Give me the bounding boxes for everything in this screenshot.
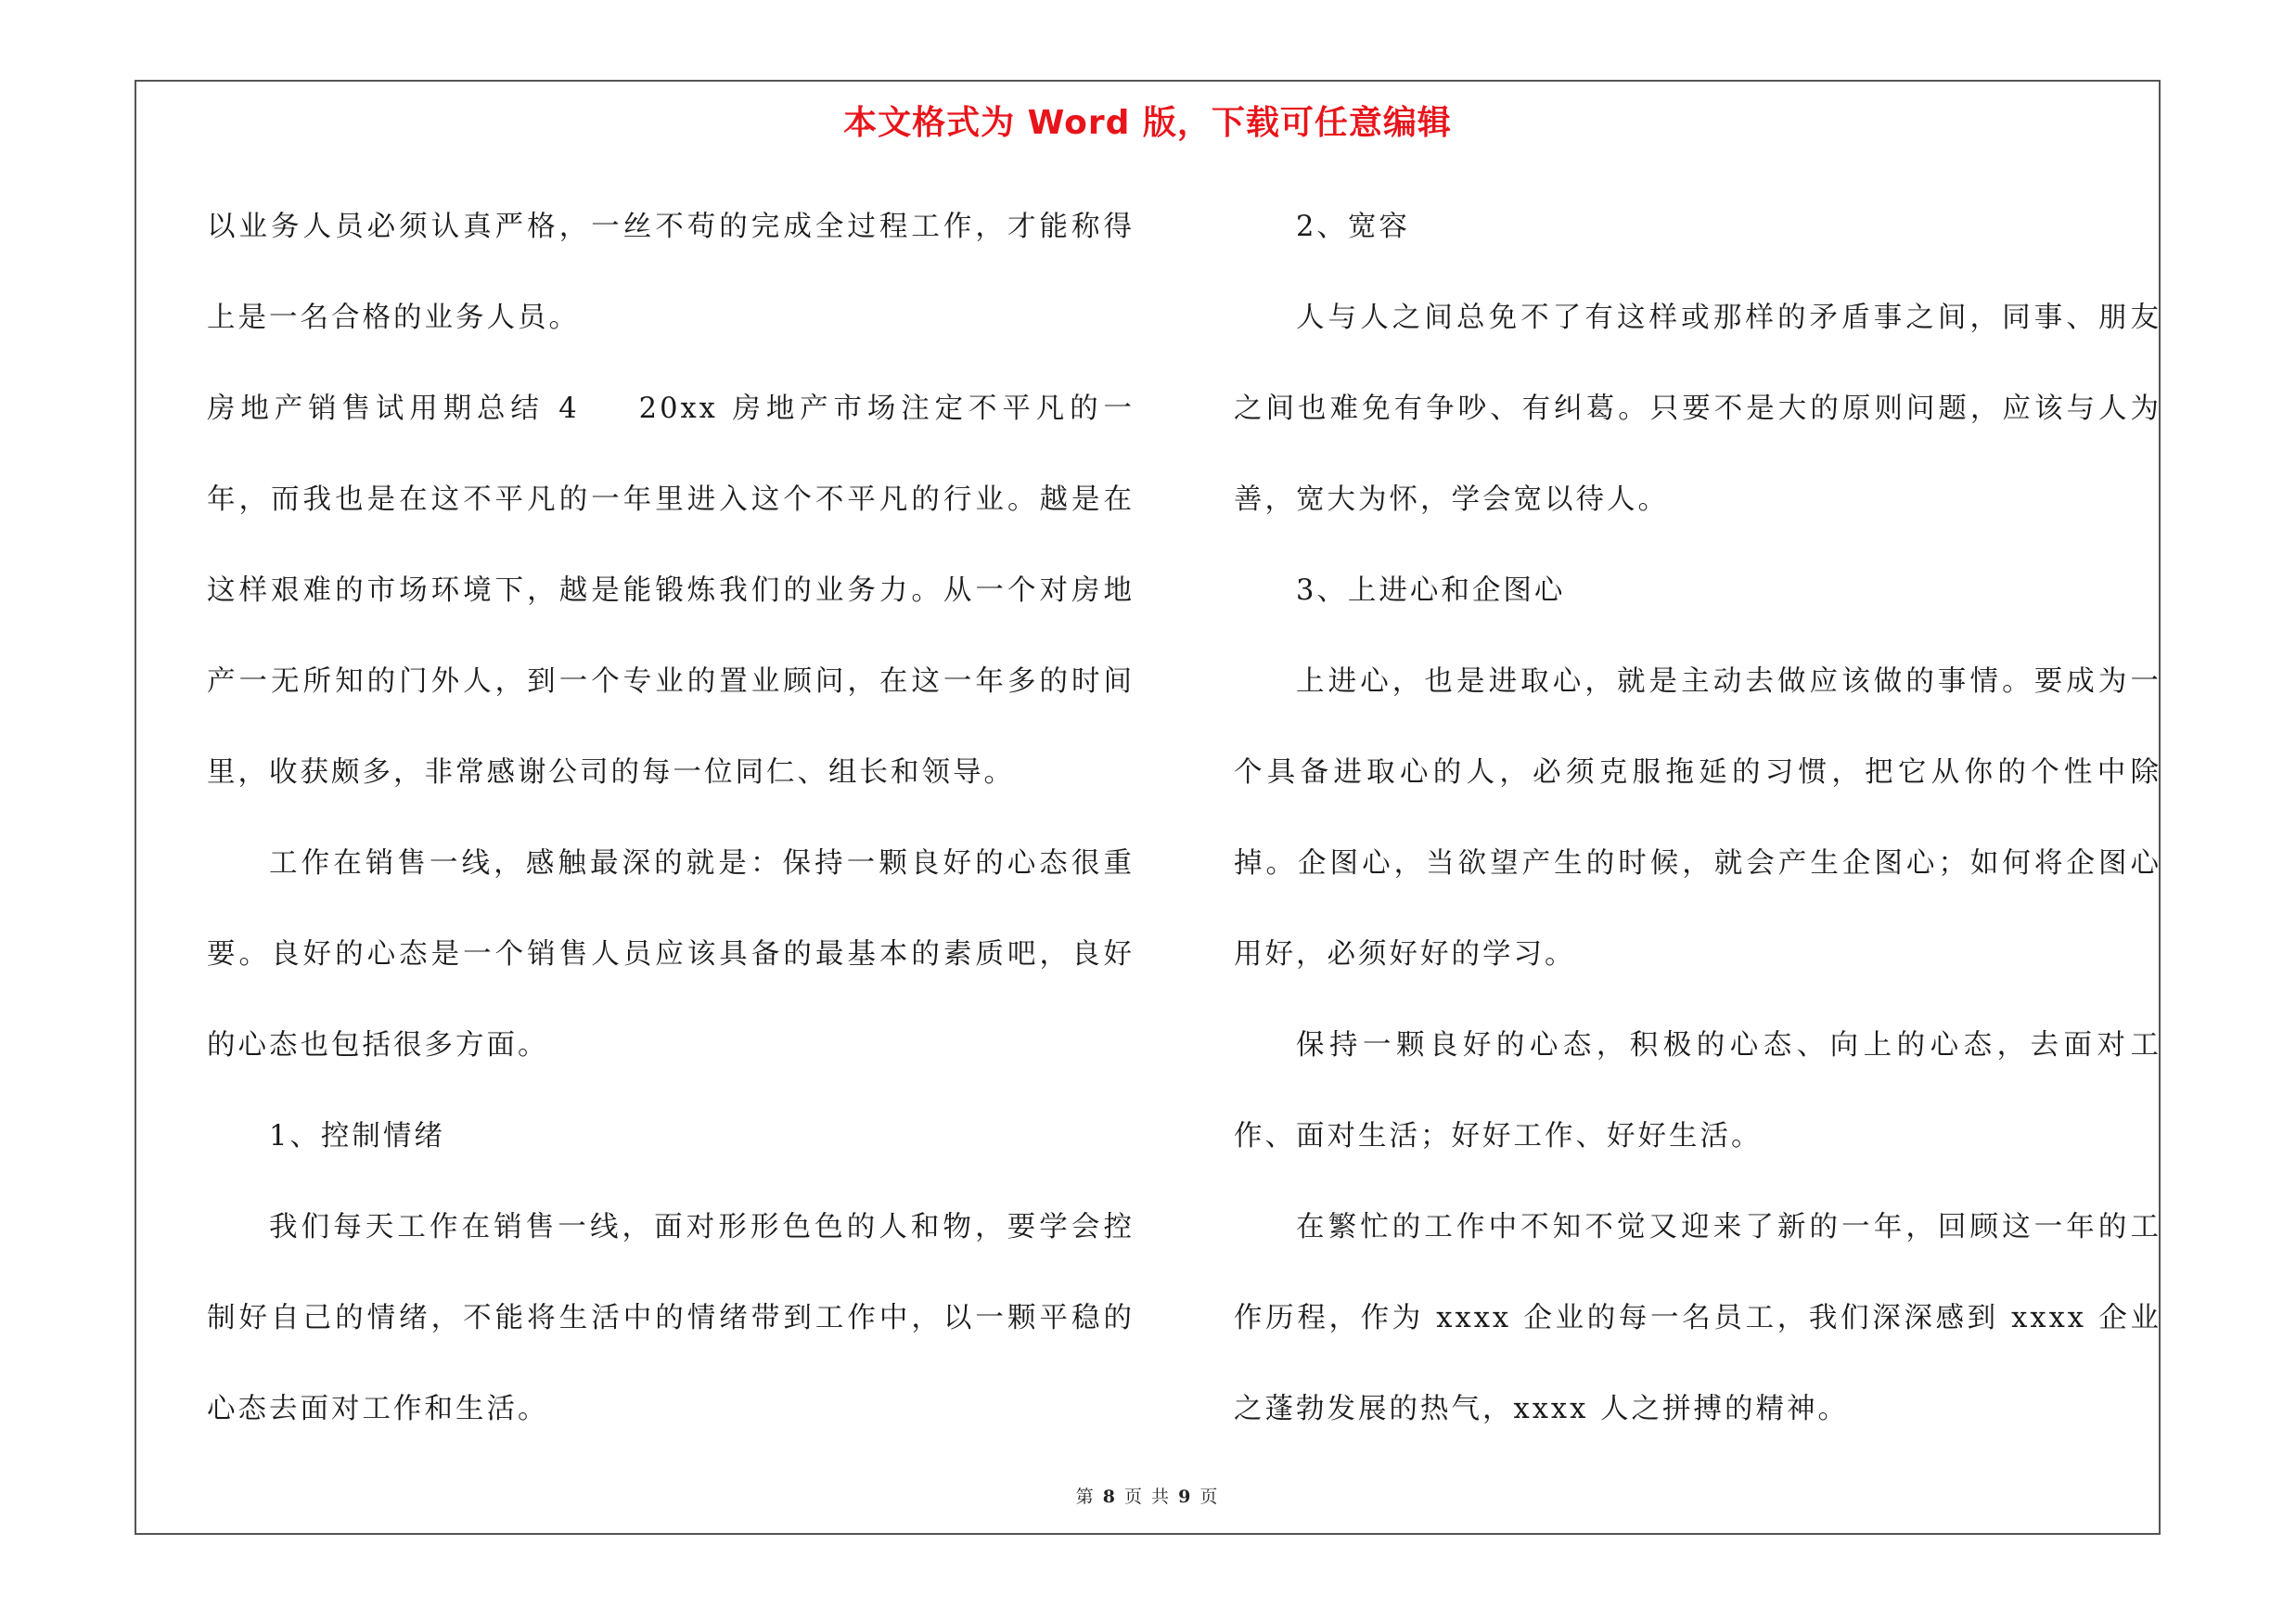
paragraph-with-title: [207, 364, 1135, 818]
right-column: [1234, 182, 2161, 1455]
footer-suffix: 页: [1199, 1487, 1220, 1507]
left-column: [207, 182, 1135, 1455]
footer-prefix: 第: [1075, 1487, 1096, 1507]
subheading: 2、宽容: [1296, 211, 1410, 243]
paragraph: 在繁忙的工作中不知不觉又迎来了新的一年，回顾这一年的工作历程，作为 xxxx 企业的每一名员工，我们深深感到 xxxx 企业之蓬勃发展的热气，xxxx 人之拼搏的精神。: [1234, 1211, 2161, 1425]
section-body: 20xx 房地产市场注定不平凡的一年，而我也是在这不平凡的一年里进入这个不平凡的行业。越是在这样艰难的市场环境下，越是能锻炼我们的业务力。从一个对房地产一无所知的门外人，到一个专业的置业顾问，在这一年多的时间里，收获颇多，非常感谢公司的每一位同仁、组长和领导。: [207, 393, 1135, 789]
subheading: 3、上进心和企图心: [1296, 574, 1566, 607]
document-page: [135, 80, 2161, 1535]
page-number-footer: [136, 1483, 2159, 1508]
paragraph: 以业务人员必须认真严格，一丝不苟的完成全过程工作，才能称得上是一名合格的业务人员。: [207, 211, 1135, 334]
footer-middle: 页 共: [1123, 1487, 1172, 1507]
current-page-number: 8: [1102, 1487, 1117, 1507]
section-title: 房地产销售试用期总结 4: [207, 393, 580, 425]
paragraph: 工作在销售一线，感触最深的就是：保持一颗良好的心态很重要。良好的心态是一个销售人员应该具备的最基本的素质吧，良好的心态也包括很多方面。: [207, 847, 1135, 1062]
paragraph: 人与人之间总免不了有这样或那样的矛盾事之间，同事、朋友之间也难免有争吵、有纠葛。只要不是大的原则问题，应该与人为善，宽大为怀，学会宽以待人。: [1234, 302, 2161, 516]
subheading: 1、控制情绪: [269, 1120, 445, 1153]
paragraph: 上进心，也是进取心，就是主动去做应该做的事情。要成为一个具备进取心的人，必须克服拖延的习惯，把它从你的个性中除掉。企图心，当欲望产生的时候，就会产生企图心；如何将企图心用好，必须好好的学习。: [1234, 665, 2161, 971]
paragraph: 保持一颗良好的心态，积极的心态、向上的心态，去面对工作、面对生活；好好工作、好好生活。: [1234, 1029, 2161, 1153]
header-banner: 本文格式为 Word 版，下载可任意编辑: [843, 104, 1452, 142]
total-page-number: 9: [1178, 1487, 1193, 1507]
paragraph: 我们每天工作在销售一线，面对形形色色的人和物，要学会控制好自己的情绪，不能将生活中的情绪带到工作中，以一颗平稳的心态去面对工作和生活。: [207, 1211, 1135, 1425]
